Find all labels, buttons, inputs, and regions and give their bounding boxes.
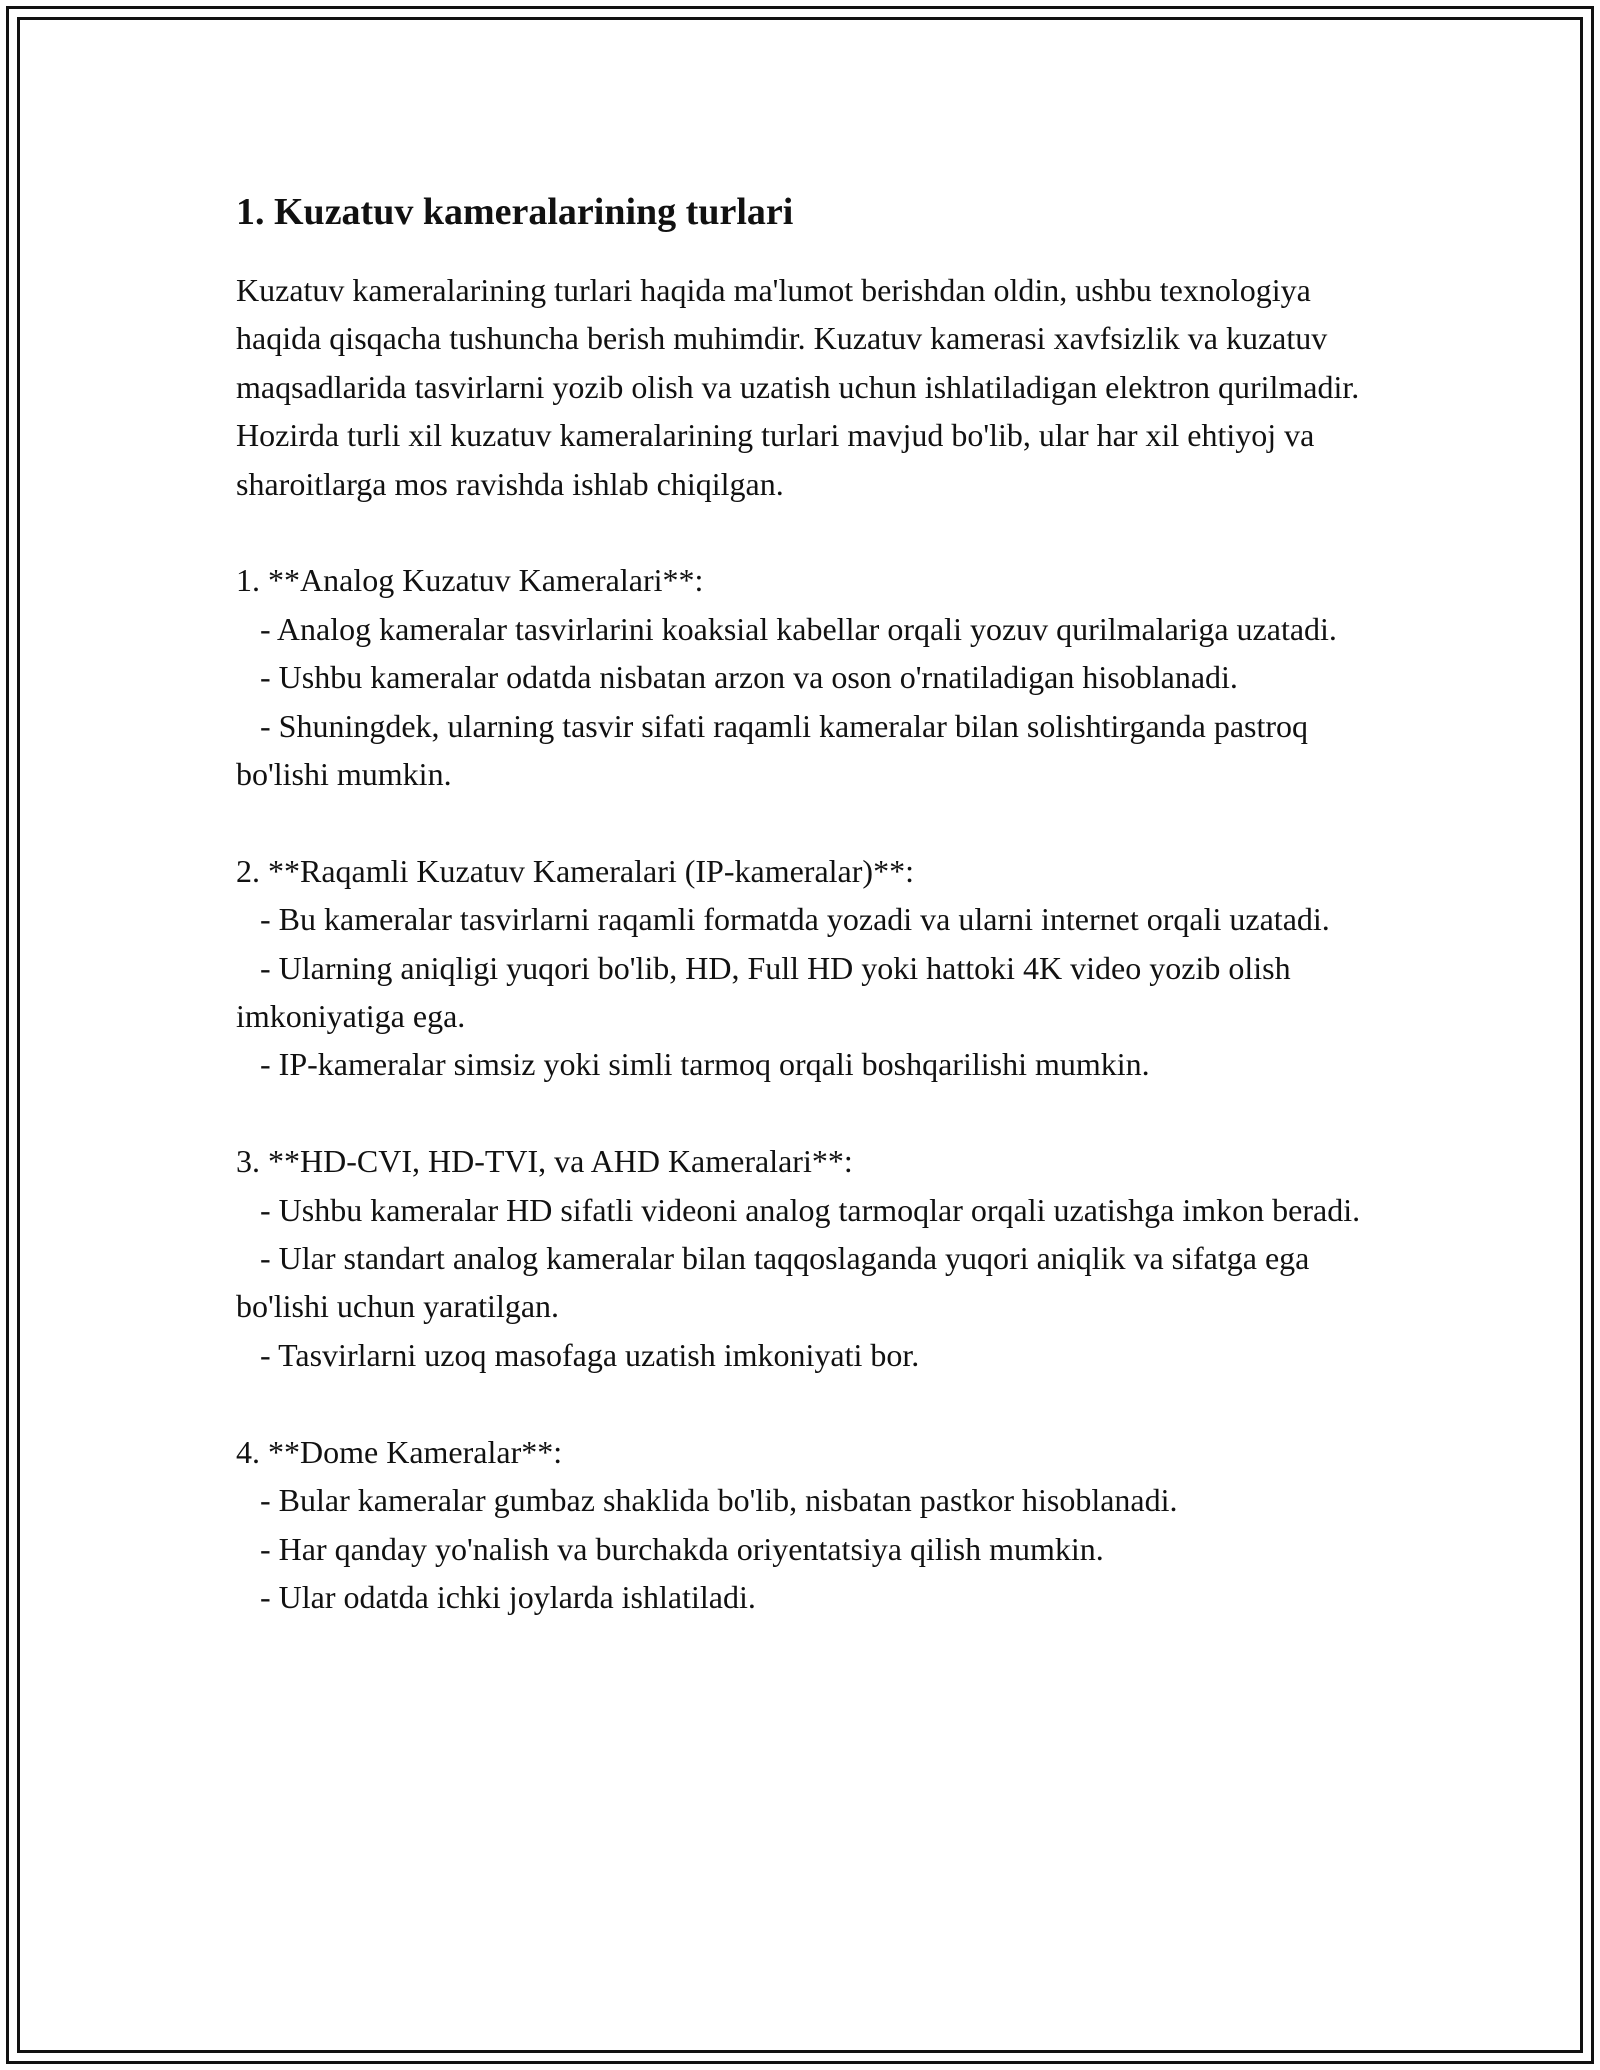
camera-type-dome bbox=[236, 1428, 1376, 1622]
camera-type-analog bbox=[236, 556, 1376, 798]
list-item-bullet: - Bular kameralar gumbaz shaklida bo'lib, nisbatan pastkor hisoblanadi. bbox=[260, 1482, 1178, 1519]
list-item-bullet: - Har qanday yo'nalish va burchakda oriyentatsiya qilish mumkin. bbox=[260, 1530, 1104, 1567]
list-item-bullet: - Ular odatda ichki joylarda ishlatiladi. bbox=[260, 1578, 756, 1615]
camera-type-ip bbox=[236, 847, 1376, 1089]
section-heading: 1. Kuzatuv kameralarining turlari bbox=[236, 191, 794, 233]
list-item-title: 4. **Dome Kameralar**: bbox=[236, 1433, 563, 1470]
camera-type-hd bbox=[236, 1137, 1376, 1379]
list-item-bullet: - Ushbu kameralar odatda nisbatan arzon va oson o'rnatiladigan hisoblanadi. bbox=[260, 659, 1238, 696]
list-item-bullet: - Shuningdek, ularning tasvir sifati raqamli kameralar bilan solishtirganda pastroq bo'lishi mumkin. bbox=[236, 707, 1309, 793]
list-item-bullet: - Analog kameralar tasvirlarini koaksial kabellar orqali yozuv qurilmalariga uzatadi. bbox=[260, 610, 1337, 647]
list-item-bullet: - Ular standart analog kameralar bilan taqqoslaganda yuqori aniqlik va sifatga ega bo'lishi uchun yaratilgan. bbox=[236, 1240, 1310, 1325]
list-item-bullet: - Tasvirlarni uzoq masofaga uzatish imkoniyati bor. bbox=[260, 1336, 920, 1373]
list-item-bullet: - Bu kameralar tasvirlarni raqamli formatda yozadi va ularni internet orqali uzatadi. bbox=[260, 901, 1330, 938]
list-item-bullet: - IP-kameralar simsiz yoki simli tarmoq orqali boshqarilishi mumkin. bbox=[260, 1046, 1150, 1083]
list-item-title: 3. **HD-CVI, HD-TVI, va AHD Kameralari**: bbox=[236, 1143, 853, 1180]
document-body bbox=[236, 186, 1376, 1621]
intro-paragraph: Kuzatuv kameralarining turlari haqida ma'lumot berishdan oldin, ushbu texnologiya haqida qisqacha tushuncha berish muhimdir. Kuzatuv kamerasi xavfsizlik va kuzatuv maqsadlarida tasvirlarni yozib olish va uzatish uchun ishlatiladigan elektron qurilmadir. Hozirda turli xil kuzatuv kameralarining turlari mavjud bo'lib, ular har xil ehtiyoj va sharoitlarga mos ravishda ishlab chiqilgan. bbox=[236, 272, 1360, 502]
list-item-bullet: - Ushbu kameralar HD sifatli videoni analog tarmoqlar orqali uzatishga imkon beradi. bbox=[260, 1191, 1361, 1228]
list-item-title: 2. **Raqamli Kuzatuv Kameralari (IP-kameralar)**: bbox=[236, 852, 914, 889]
list-item-title: 1. **Analog Kuzatuv Kameralari**: bbox=[236, 562, 704, 599]
list-item-bullet: - Ularning aniqligi yuqori bo'lib, HD, Full HD yoki hattoki 4K video yozib olish imkoniyatiga ega. bbox=[236, 949, 1291, 1035]
